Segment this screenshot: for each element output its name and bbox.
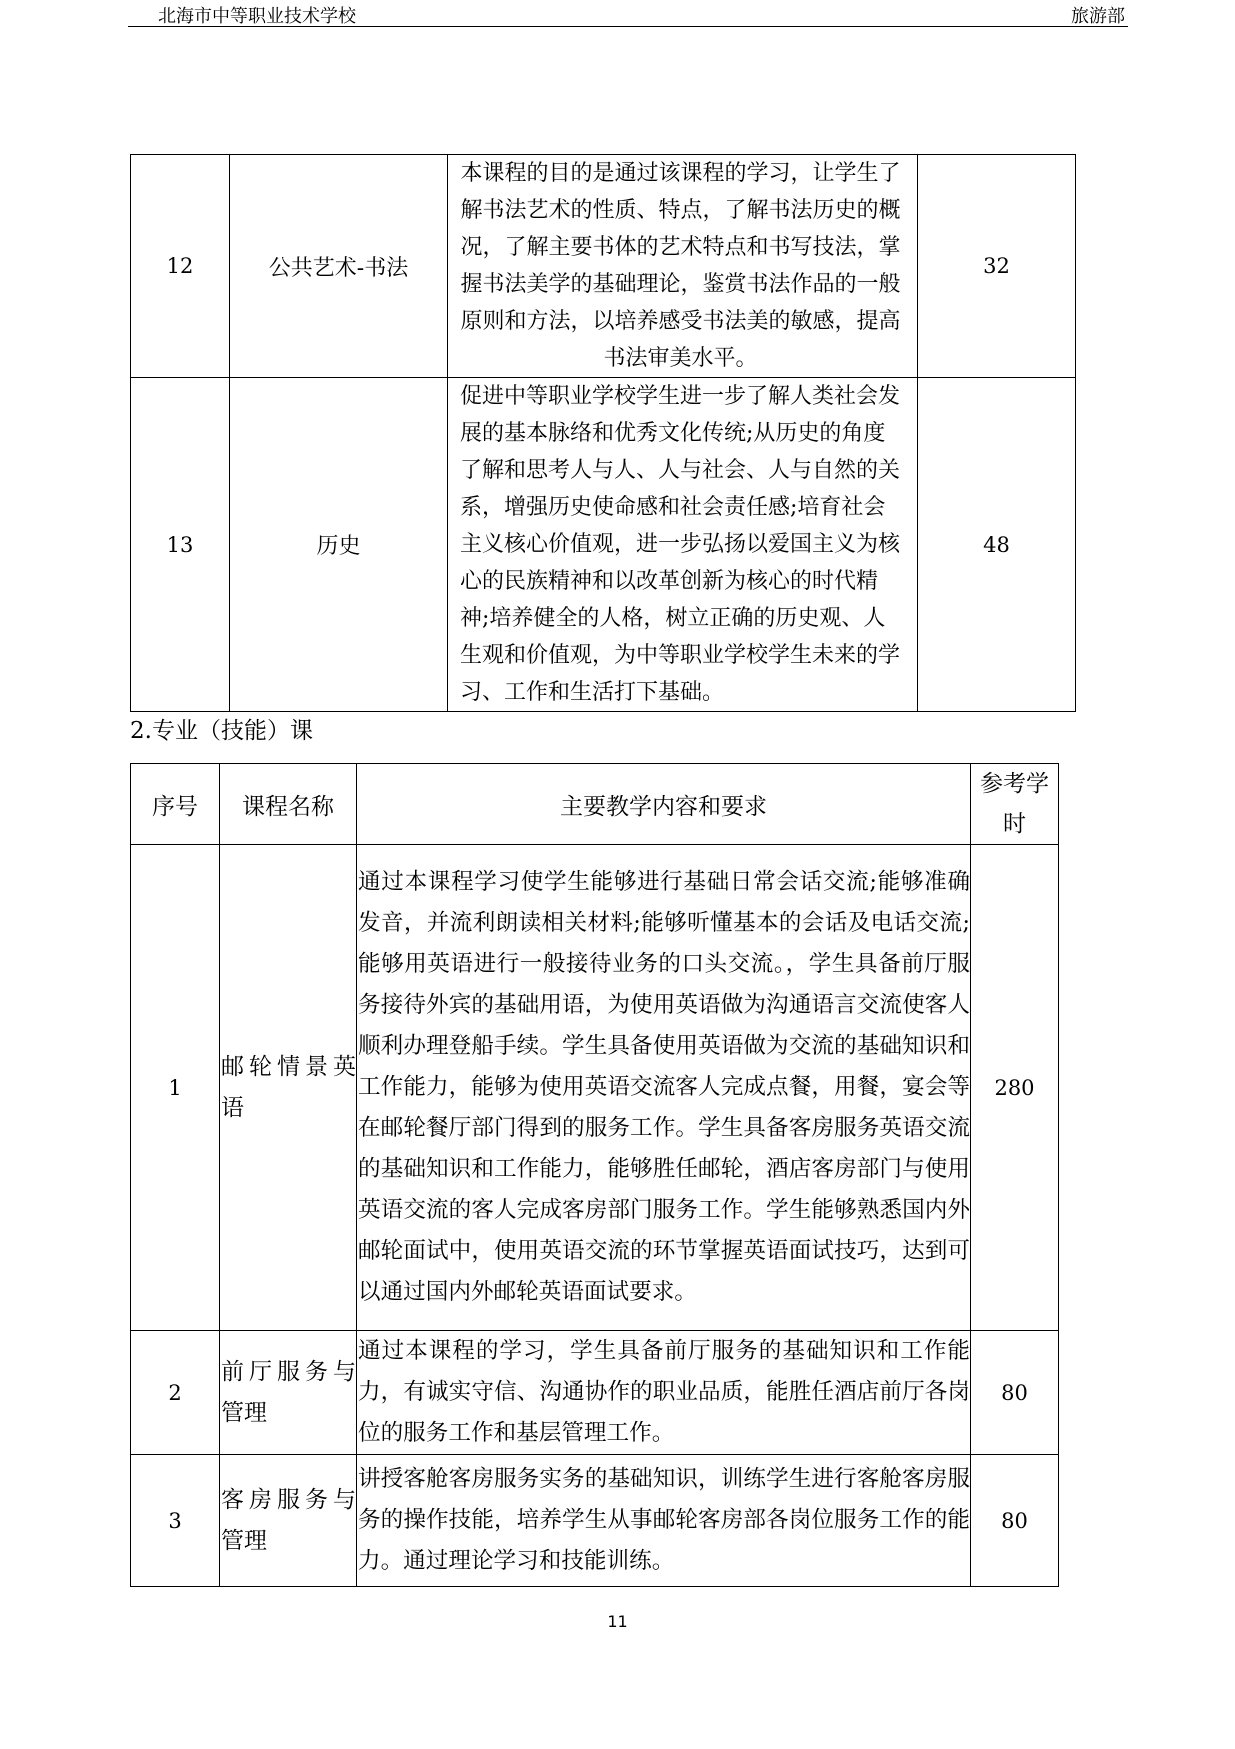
professional-course-table — [130, 763, 1059, 1587]
table-row — [131, 845, 1059, 1331]
course-hours: 48 — [918, 378, 1076, 712]
table-row — [131, 1455, 1059, 1587]
header-department: 旅游部 — [1071, 6, 1125, 27]
table-header-row — [131, 764, 1059, 845]
header-cell-name: 课程名称 — [220, 764, 357, 845]
course-name: 客房服务与管理 — [220, 1455, 357, 1587]
course-number: 1 — [131, 845, 220, 1331]
course-name: 邮轮情景英语 — [220, 845, 357, 1331]
header-school-name: 北海市中等职业技术学校 — [158, 6, 356, 27]
header-cell-content: 主要教学内容和要求 — [357, 764, 971, 845]
course-number: 13 — [131, 378, 230, 712]
header-divider — [128, 26, 1128, 27]
course-number: 12 — [131, 155, 230, 378]
table-row — [131, 155, 1076, 378]
course-content: 通过本课程学习使学生能够进行基础日常会话交流;能够准确发音，并流利朗读相关材料;能够听懂基本的会话及电话交流;能够用英语进行一般接待业务的口头交流。，学生具备前厅服务接待外宾的基础用语，为使用英语做为沟通语言交流使客人顺利办理登船手续。学生具备使用英语做为交流的基础知识和工作能力，能够为使用英语交流客人完成点餐，用餐，宴会等在邮轮餐厅部门得到的服务工作。学生具备客房服务英语交流的基础知识和工作能力，能够胜任邮轮，酒店客房部门与使用英语交流的客人完成客房部门服务工作。学生能够熟悉国内外邮轮面试中，使用英语交流的环节掌握英语面试技巧，达到可以通过国内外邮轮英语面试要求。 — [357, 845, 971, 1331]
course-content: 促进中等职业学校学生进一步了解人类社会发展的基本脉络和优秀文化传统;从历史的角度了解和思考人与人、人与社会、人与自然的关系，增强历史使命感和社会责任感;培育社会主义核心价值观，进一步弘扬以爱国主义为核心的民族精神和以改革创新为核心的时代精神;培养健全的人格，树立正确的历史观、人生观和价值观，为中等职业学校学生未来的学习、工作和生活打下基础。 — [448, 378, 918, 712]
header-cell-hours: 参考学时 — [971, 764, 1059, 845]
table-row — [131, 378, 1076, 712]
course-hours: 280 — [971, 845, 1059, 1331]
course-content: 通过本课程的学习，学生具备前厅服务的基础知识和工作能力，有诚实守信、沟通协作的职业品质，能胜任酒店前厅各岗位的服务工作和基层管理工作。 — [357, 1331, 971, 1455]
table-row — [131, 1331, 1059, 1455]
page-number: 11 — [607, 1612, 628, 1631]
course-number: 3 — [131, 1455, 220, 1587]
course-name: 前厅服务与管理 — [220, 1331, 357, 1455]
general-course-table — [130, 154, 1076, 712]
course-content: 讲授客舱客房服务实务的基础知识，训练学生进行客舱客房服务的操作技能，培养学生从事邮轮客房部各岗位服务工作的能力。通过理论学习和技能训练。 — [357, 1455, 971, 1587]
course-name: 历史 — [230, 378, 448, 712]
section-title: 2.专业（技能）课 — [130, 718, 313, 744]
course-name: 公共艺术-书法 — [230, 155, 448, 378]
course-hours: 80 — [971, 1331, 1059, 1455]
course-hours: 80 — [971, 1455, 1059, 1587]
course-number: 2 — [131, 1331, 220, 1455]
course-content: 本课程的目的是通过该课程的学习，让学生了解书法艺术的性质、特点，了解书法历史的概况，了解主要书体的艺术特点和书写技法，掌握书法美学的基础理论，鉴赏书法作品的一般原则和方法，以培养感受书法美的敏感，提高书法审美水平。 — [448, 155, 918, 378]
header-cell-number: 序号 — [131, 764, 220, 845]
course-hours: 32 — [918, 155, 1076, 378]
